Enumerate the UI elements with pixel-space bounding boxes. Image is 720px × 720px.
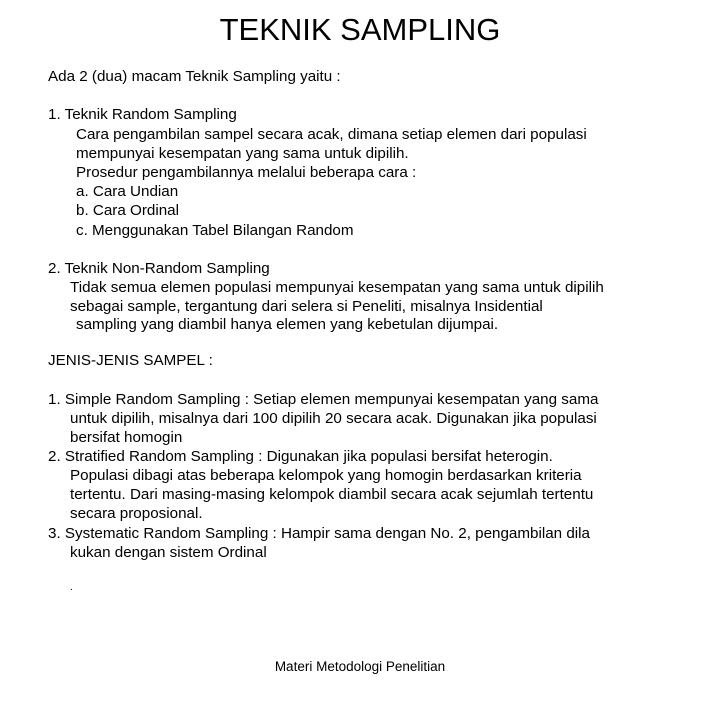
method-item-b: b. Cara Ordinal bbox=[76, 202, 179, 219]
jenis-item-simple-cont: bersifat homogin bbox=[70, 429, 183, 446]
section-nonrandom-heading: 2. Teknik Non-Random Sampling bbox=[48, 260, 270, 277]
jenis-item-systematic: 3. Systematic Random Sampling : Hampir sama dengan No. 2, pengambilan dila bbox=[48, 525, 590, 542]
section-random-heading: 1. Teknik Random Sampling bbox=[48, 106, 237, 123]
section-random-line: Cara pengambilan sampel secara acak, dimana setiap elemen dari populasi bbox=[76, 126, 587, 143]
jenis-item-stratified-cont: secara proposional. bbox=[70, 505, 203, 522]
intro-text: Ada 2 (dua) macam Teknik Sampling yaitu : bbox=[48, 68, 341, 85]
section-random-line: Prosedur pengambilannya melalui beberapa cara : bbox=[76, 164, 417, 181]
jenis-item-stratified-cont: tertentu. Dari masing-masing kelompok diambil secara acak sejumlah tertentu bbox=[70, 486, 594, 503]
section-nonrandom-line: sampling yang diambil hanya elemen yang kebetulan dijumpai. bbox=[76, 316, 499, 333]
jenis-item-simple: 1. Simple Random Sampling : Setiap elemen mempunyai kesempatan yang sama bbox=[48, 391, 599, 408]
section-random-line: mempunyai kesempatan yang sama untuk dipilih. bbox=[76, 145, 409, 162]
jenis-item-stratified-cont: Populasi dibagi atas beberapa kelompok yang homogin berdasarkan kriteria bbox=[70, 467, 582, 484]
section-nonrandom-line: sebagai sample, tergantung dari selera si Peneliti, misalnya Insidential bbox=[70, 298, 543, 315]
stray-dot: . bbox=[70, 582, 73, 593]
method-item-c: c. Menggunakan Tabel Bilangan Random bbox=[76, 222, 354, 239]
jenis-item-systematic-cont: kukan dengan sistem Ordinal bbox=[70, 544, 267, 561]
method-item-a: a. Cara Undian bbox=[76, 183, 179, 200]
page-title: TEKNIK SAMPLING bbox=[219, 12, 501, 47]
jenis-item-stratified: 2. Stratified Random Sampling : Digunakan jika populasi bersifat heterogin. bbox=[48, 448, 553, 465]
section-nonrandom-line: Tidak semua elemen populasi mempunyai kesempatan yang sama untuk dipilih bbox=[70, 279, 604, 296]
jenis-heading: JENIS-JENIS SAMPEL : bbox=[48, 352, 213, 369]
jenis-item-simple-cont: untuk dipilih, misalnya dari 100 dipilih 20 secara acak. Digunakan jika populasi bbox=[70, 410, 597, 427]
footer-text: Materi Metodologi Penelitian bbox=[274, 659, 446, 674]
